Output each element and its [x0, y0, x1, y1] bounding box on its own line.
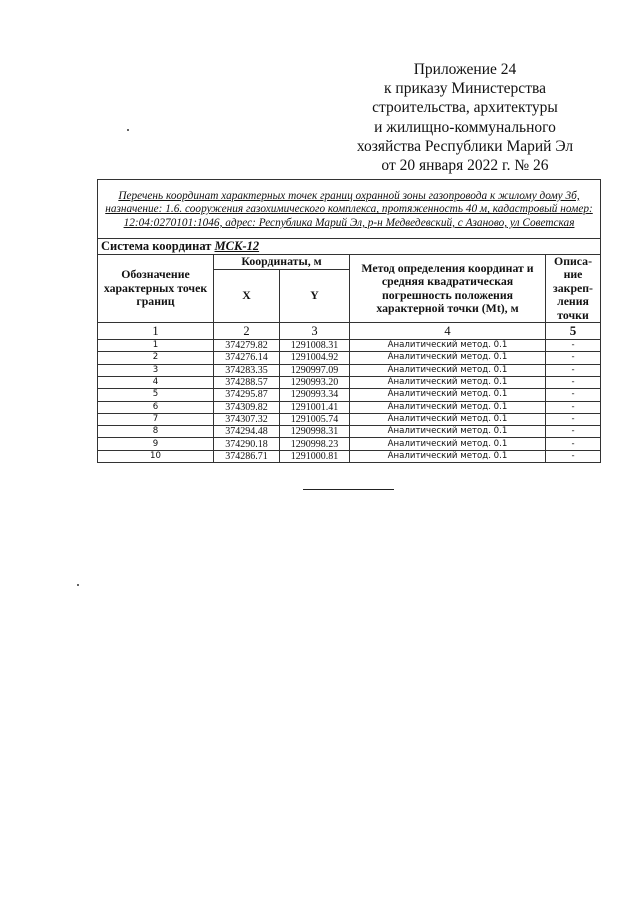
coord-y: 1290998.31: [280, 426, 350, 438]
table-row: [98, 376, 601, 388]
method-cell: Аналитический метод. 0.1: [350, 352, 546, 364]
table-row: [98, 413, 601, 425]
appendix-line: от 20 января 2022 г. № 26: [381, 157, 549, 175]
point-number: 8: [98, 426, 214, 438]
description-cell: -: [546, 376, 601, 388]
point-number: 4: [98, 376, 214, 388]
point-number: 6: [98, 401, 214, 413]
appendix-line: Приложение 24: [413, 61, 517, 78]
table-row: [98, 401, 601, 413]
table-row: [98, 389, 601, 401]
header-x: X: [214, 270, 280, 323]
appendix-line: и жилищно-коммунального: [374, 118, 556, 136]
column-number: 2: [214, 323, 280, 340]
point-number: 3: [98, 364, 214, 376]
table-caption: Перечень координат характерных точек границ охранной зоны газопровода к жилому дому 3б, назначение: 1.6. сооружения газохимического комплекса, протяженность 40 м, кадастровый номер: 12:04:0270101:1046, адрес: Республика Марий Эл, р-н Медведевский, с Азаново, ул Советская: [98, 180, 601, 239]
coord-y: 1291005.74: [280, 413, 350, 425]
header-y: Y: [280, 270, 350, 323]
method-cell: Аналитический метод. 0.1: [350, 438, 546, 450]
coord-x: 374294.48: [214, 426, 280, 438]
coord-y: 1291008.31: [280, 340, 350, 352]
header-coordinates: Координаты, м: [214, 255, 350, 270]
method-cell: Аналитический метод. 0.1: [350, 401, 546, 413]
method-cell: Аналитический метод. 0.1: [350, 389, 546, 401]
coord-x: 374276.14: [214, 352, 280, 364]
point-number: 2: [98, 352, 214, 364]
appendix-line: хозяйства Республики Марий Эл: [356, 137, 574, 155]
coord-x: 374307.32: [214, 413, 280, 425]
table-row: [98, 450, 601, 462]
table-row: [98, 352, 601, 364]
column-number: 3: [280, 323, 350, 340]
header-point: Обозначение характерных точек границ: [98, 255, 214, 323]
coord-y: 1291001.41: [280, 401, 350, 413]
coordinate-system-label: Система координат: [101, 239, 212, 253]
signature-line: [303, 489, 394, 490]
coord-x: 374309.82: [214, 401, 280, 413]
coord-y: 1291000.81: [280, 450, 350, 462]
point-number: 5: [98, 389, 214, 401]
method-cell: Аналитический метод. 0.1: [350, 426, 546, 438]
coord-y: 1290993.34: [280, 389, 350, 401]
method-cell: Аналитический метод. 0.1: [350, 364, 546, 376]
table-row: [98, 364, 601, 376]
coordinate-system-value: МСК-12: [214, 239, 260, 253]
appendix-line: к приказу Министерства: [384, 80, 546, 98]
coord-x: 374288.57: [214, 376, 280, 388]
point-number: 7: [98, 413, 214, 425]
description-cell: -: [546, 401, 601, 413]
description-cell: -: [546, 413, 601, 425]
appendix-header: [330, 60, 600, 175]
method-cell: Аналитический метод. 0.1: [350, 413, 546, 425]
coordinate-system: [98, 239, 601, 255]
coord-x: 374290.18: [214, 438, 280, 450]
description-cell: -: [546, 438, 601, 450]
coord-y: 1291004.92: [280, 352, 350, 364]
table-row: [98, 438, 601, 450]
scan-speck: [77, 584, 79, 586]
coord-x: 374286.71: [214, 450, 280, 462]
table-row: [98, 426, 601, 438]
header-method: Метод определения координат и средняя квадратическая погрешность положения характерной точки (Mt), м: [350, 255, 546, 323]
description-cell: -: [546, 340, 601, 352]
description-cell: -: [546, 352, 601, 364]
coord-y: 1290998.23: [280, 438, 350, 450]
method-cell: Аналитический метод. 0.1: [350, 376, 546, 388]
coord-x: 374283.35: [214, 364, 280, 376]
description-cell: -: [546, 389, 601, 401]
column-number: 5: [546, 323, 601, 340]
method-cell: Аналитический метод. 0.1: [350, 340, 546, 352]
description-cell: -: [546, 364, 601, 376]
description-cell: -: [546, 450, 601, 462]
point-number: 9: [98, 438, 214, 450]
appendix-line: строительства, архитектуры: [372, 99, 558, 117]
coordinates-table: [97, 179, 601, 463]
point-number: 10: [98, 450, 214, 462]
scan-speck: [127, 129, 129, 131]
coord-x: 374279.82: [214, 340, 280, 352]
method-cell: Аналитический метод. 0.1: [350, 450, 546, 462]
column-number: 1: [98, 323, 214, 340]
header-description: Описа-ние закреп-ления точки: [546, 255, 601, 323]
point-number: 1: [98, 340, 214, 352]
coord-x: 374295.87: [214, 389, 280, 401]
column-number: 4: [350, 323, 546, 340]
coord-y: 1290993.20: [280, 376, 350, 388]
description-cell: -: [546, 426, 601, 438]
table-row: [98, 340, 601, 352]
coord-y: 1290997.09: [280, 364, 350, 376]
